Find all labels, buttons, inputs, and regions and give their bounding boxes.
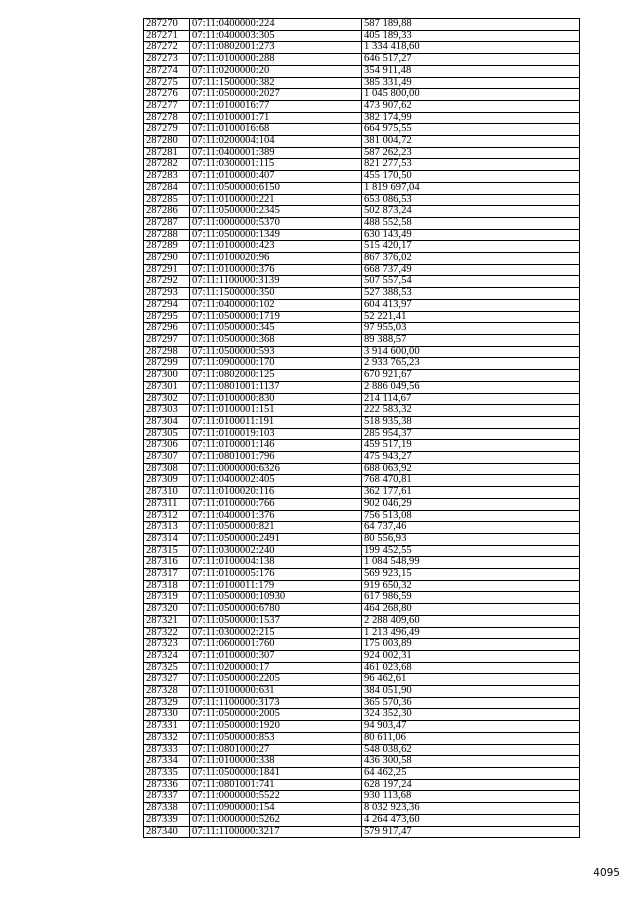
table-row bbox=[144, 217, 580, 229]
table-row bbox=[144, 358, 580, 370]
value-cell: 604 413,97 bbox=[362, 299, 580, 311]
value-cell: 919 650,32 bbox=[362, 580, 580, 592]
cadastral-number-cell: 07:11:0500000:2005 bbox=[190, 709, 362, 721]
table-row bbox=[144, 791, 580, 803]
cadastral-number-cell: 07:11:0100000:423 bbox=[190, 241, 362, 253]
row-number-cell: 287313 bbox=[144, 522, 190, 534]
value-cell: 527 388,53 bbox=[362, 288, 580, 300]
table-row bbox=[144, 697, 580, 709]
value-cell: 1 334 418,60 bbox=[362, 42, 580, 54]
row-number-cell: 287311 bbox=[144, 498, 190, 510]
table-row bbox=[144, 487, 580, 499]
value-cell: 80 611,06 bbox=[362, 732, 580, 744]
row-number-cell: 287335 bbox=[144, 768, 190, 780]
cadastral-number-cell: 07:11:1500000:382 bbox=[190, 77, 362, 89]
cadastral-number-cell: 07:11:0100000:376 bbox=[190, 264, 362, 276]
cadastral-number-cell: 07:11:0802001:273 bbox=[190, 42, 362, 54]
table-row bbox=[144, 346, 580, 358]
row-number-cell: 287340 bbox=[144, 826, 190, 838]
value-cell: 548 038,62 bbox=[362, 744, 580, 756]
cadastral-number-cell: 07:11:0500000:853 bbox=[190, 732, 362, 744]
table-row bbox=[144, 533, 580, 545]
table-row bbox=[144, 229, 580, 241]
value-cell: 285 954,37 bbox=[362, 428, 580, 440]
table-row bbox=[144, 299, 580, 311]
value-cell: 222 583,32 bbox=[362, 405, 580, 417]
cadastral-number-cell: 07:11:0500000:6780 bbox=[190, 604, 362, 616]
row-number-cell: 287323 bbox=[144, 639, 190, 651]
cadastral-number-cell: 07:11:0000000:6326 bbox=[190, 463, 362, 475]
table-row bbox=[144, 323, 580, 335]
value-cell: 756 513,08 bbox=[362, 510, 580, 522]
value-cell: 384 051,90 bbox=[362, 686, 580, 698]
table-row bbox=[144, 709, 580, 721]
row-number-cell: 287272 bbox=[144, 42, 190, 54]
row-number-cell: 287320 bbox=[144, 604, 190, 616]
cadastral-number-cell: 07:11:0400000:102 bbox=[190, 299, 362, 311]
value-cell: 199 452,55 bbox=[362, 545, 580, 557]
row-number-cell: 287334 bbox=[144, 756, 190, 768]
cadastral-number-cell: 07:11:0900000:170 bbox=[190, 358, 362, 370]
cadastral-number-cell: 07:11:0802000:125 bbox=[190, 370, 362, 382]
cadastral-number-cell: 07:11:1500000:350 bbox=[190, 288, 362, 300]
row-number-cell: 287271 bbox=[144, 30, 190, 42]
cadastral-number-cell: 07:11:0500000:10930 bbox=[190, 592, 362, 604]
table-row bbox=[144, 112, 580, 124]
cadastral-number-cell: 07:11:0300002:215 bbox=[190, 627, 362, 639]
table-row bbox=[144, 803, 580, 815]
table-body bbox=[144, 19, 580, 838]
cadastral-number-cell: 07:11:0100016:77 bbox=[190, 100, 362, 112]
row-number-cell: 287329 bbox=[144, 697, 190, 709]
value-cell: 8 032 923,36 bbox=[362, 803, 580, 815]
table-row bbox=[144, 768, 580, 780]
cadastral-number-cell: 07:11:0000000:5262 bbox=[190, 814, 362, 826]
table-row bbox=[144, 405, 580, 417]
value-cell: 64 462,25 bbox=[362, 768, 580, 780]
cadastral-number-cell: 07:11:0200000:20 bbox=[190, 65, 362, 77]
table-row bbox=[144, 381, 580, 393]
value-cell: 362 177,61 bbox=[362, 487, 580, 499]
value-cell: 2 886 049,56 bbox=[362, 381, 580, 393]
row-number-cell: 287328 bbox=[144, 686, 190, 698]
value-cell: 2 288 409,60 bbox=[362, 615, 580, 627]
cadastral-number-cell: 07:11:0100019:103 bbox=[190, 428, 362, 440]
value-cell: 653 086,53 bbox=[362, 194, 580, 206]
value-cell: 587 189,88 bbox=[362, 19, 580, 31]
row-number-cell: 287273 bbox=[144, 54, 190, 66]
cadastral-number-cell: 07:11:0100000:407 bbox=[190, 171, 362, 183]
value-cell: 381 004,72 bbox=[362, 136, 580, 148]
row-number-cell: 287298 bbox=[144, 346, 190, 358]
table-row bbox=[144, 498, 580, 510]
cadastral-number-cell: 07:11:0500000:1920 bbox=[190, 721, 362, 733]
row-number-cell: 287278 bbox=[144, 112, 190, 124]
cadastral-number-cell: 07:11:0100000:307 bbox=[190, 650, 362, 662]
value-cell: 502 873,24 bbox=[362, 206, 580, 218]
cadastral-number-cell: 07:11:0100000:631 bbox=[190, 686, 362, 698]
cadastral-number-cell: 07:11:0100000:830 bbox=[190, 393, 362, 405]
cadastral-number-cell: 07:11:0600001:760 bbox=[190, 639, 362, 651]
table-row bbox=[144, 580, 580, 592]
cadastral-number-cell: 07:11:0500000:593 bbox=[190, 346, 362, 358]
value-cell: 507 557,54 bbox=[362, 276, 580, 288]
cadastral-number-cell: 07:11:0100001:151 bbox=[190, 405, 362, 417]
value-cell: 175 003,89 bbox=[362, 639, 580, 651]
table-row bbox=[144, 334, 580, 346]
value-cell: 1 045 800,00 bbox=[362, 89, 580, 101]
cadastral-number-cell: 07:11:0200004:104 bbox=[190, 136, 362, 148]
value-cell: 459 517,19 bbox=[362, 440, 580, 452]
table-row bbox=[144, 732, 580, 744]
row-number-cell: 287280 bbox=[144, 136, 190, 148]
value-cell: 475 943,27 bbox=[362, 452, 580, 464]
row-number-cell: 287289 bbox=[144, 241, 190, 253]
value-cell: 617 986,59 bbox=[362, 592, 580, 604]
value-cell: 473 907,62 bbox=[362, 100, 580, 112]
table-row bbox=[144, 428, 580, 440]
table-row bbox=[144, 136, 580, 148]
value-cell: 1 084 548,99 bbox=[362, 557, 580, 569]
cadastral-number-cell: 07:11:0400001:389 bbox=[190, 147, 362, 159]
row-number-cell: 287338 bbox=[144, 803, 190, 815]
cadastral-number-cell: 07:11:0801001:1137 bbox=[190, 381, 362, 393]
row-number-cell: 287332 bbox=[144, 732, 190, 744]
value-cell: 464 268,80 bbox=[362, 604, 580, 616]
value-cell: 385 331,49 bbox=[362, 77, 580, 89]
value-cell: 94 903,47 bbox=[362, 721, 580, 733]
table-row bbox=[144, 311, 580, 323]
table-row bbox=[144, 826, 580, 838]
value-cell: 518 935,38 bbox=[362, 416, 580, 428]
table-row bbox=[144, 463, 580, 475]
cadastral-number-cell: 07:11:0300002:240 bbox=[190, 545, 362, 557]
cadastral-number-cell: 07:11:0500000:1349 bbox=[190, 229, 362, 241]
row-number-cell: 287315 bbox=[144, 545, 190, 557]
value-cell: 52 221,41 bbox=[362, 311, 580, 323]
table-row bbox=[144, 639, 580, 651]
table-row bbox=[144, 674, 580, 686]
cadastral-number-cell: 07:11:0500000:6150 bbox=[190, 182, 362, 194]
cadastral-number-cell: 07:11:0400000:224 bbox=[190, 19, 362, 31]
cadastral-number-cell: 07:11:0400003:305 bbox=[190, 30, 362, 42]
row-number-cell: 287288 bbox=[144, 229, 190, 241]
value-cell: 515 420,17 bbox=[362, 241, 580, 253]
row-number-cell: 287337 bbox=[144, 791, 190, 803]
row-number-cell: 287285 bbox=[144, 194, 190, 206]
row-number-cell: 287295 bbox=[144, 311, 190, 323]
table-row bbox=[144, 100, 580, 112]
table-row bbox=[144, 253, 580, 265]
row-number-cell: 287294 bbox=[144, 299, 190, 311]
row-number-cell: 287274 bbox=[144, 65, 190, 77]
value-cell: 3 914 600,00 bbox=[362, 346, 580, 358]
row-number-cell: 287333 bbox=[144, 744, 190, 756]
row-number-cell: 287324 bbox=[144, 650, 190, 662]
table-row bbox=[144, 264, 580, 276]
cadastral-number-cell: 07:11:0100020:96 bbox=[190, 253, 362, 265]
row-number-cell: 287279 bbox=[144, 124, 190, 136]
table-row bbox=[144, 627, 580, 639]
value-cell: 436 300,58 bbox=[362, 756, 580, 768]
table-row bbox=[144, 510, 580, 522]
table-row bbox=[144, 779, 580, 791]
cadastral-number-cell: 07:11:1100000:3173 bbox=[190, 697, 362, 709]
table-row bbox=[144, 393, 580, 405]
cadastral-number-cell: 07:11:0500000:1719 bbox=[190, 311, 362, 323]
row-number-cell: 287325 bbox=[144, 662, 190, 674]
table-row bbox=[144, 147, 580, 159]
row-number-cell: 287319 bbox=[144, 592, 190, 604]
table-row bbox=[144, 650, 580, 662]
value-cell: 324 352,30 bbox=[362, 709, 580, 721]
cadastral-number-cell: 07:11:0000000:5522 bbox=[190, 791, 362, 803]
table-row bbox=[144, 416, 580, 428]
cadastral-number-cell: 07:11:0200000:17 bbox=[190, 662, 362, 674]
table-row bbox=[144, 557, 580, 569]
row-number-cell: 287300 bbox=[144, 370, 190, 382]
row-number-cell: 287327 bbox=[144, 674, 190, 686]
table-row bbox=[144, 545, 580, 557]
cadastral-number-cell: 07:11:0100000:766 bbox=[190, 498, 362, 510]
row-number-cell: 287307 bbox=[144, 452, 190, 464]
value-cell: 89 388,57 bbox=[362, 334, 580, 346]
row-number-cell: 287270 bbox=[144, 19, 190, 31]
table-row bbox=[144, 42, 580, 54]
cadastral-number-cell: 07:11:0100011:191 bbox=[190, 416, 362, 428]
table-row bbox=[144, 54, 580, 66]
row-number-cell: 287275 bbox=[144, 77, 190, 89]
row-number-cell: 287336 bbox=[144, 779, 190, 791]
cadastral-number-cell: 07:11:0100011:179 bbox=[190, 580, 362, 592]
value-cell: 930 113,68 bbox=[362, 791, 580, 803]
value-cell: 455 170,50 bbox=[362, 171, 580, 183]
row-number-cell: 287290 bbox=[144, 253, 190, 265]
cadastral-number-cell: 07:11:0500000:2205 bbox=[190, 674, 362, 686]
table-row bbox=[144, 522, 580, 534]
table-row bbox=[144, 30, 580, 42]
row-number-cell: 287317 bbox=[144, 569, 190, 581]
value-cell: 1 213 496,49 bbox=[362, 627, 580, 639]
value-cell: 630 143,49 bbox=[362, 229, 580, 241]
value-cell: 354 911,48 bbox=[362, 65, 580, 77]
table-row bbox=[144, 814, 580, 826]
value-cell: 488 552,58 bbox=[362, 217, 580, 229]
table-row bbox=[144, 159, 580, 171]
row-number-cell: 287283 bbox=[144, 171, 190, 183]
table-row bbox=[144, 77, 580, 89]
row-number-cell: 287302 bbox=[144, 393, 190, 405]
cadastral-number-cell: 07:11:1100000:3217 bbox=[190, 826, 362, 838]
row-number-cell: 287318 bbox=[144, 580, 190, 592]
row-number-cell: 287306 bbox=[144, 440, 190, 452]
table-row bbox=[144, 171, 580, 183]
row-number-cell: 287292 bbox=[144, 276, 190, 288]
cadastral-number-cell: 07:11:0500000:821 bbox=[190, 522, 362, 534]
table-row bbox=[144, 721, 580, 733]
row-number-cell: 287291 bbox=[144, 264, 190, 276]
cadastral-number-cell: 07:11:1100000:3139 bbox=[190, 276, 362, 288]
value-cell: 670 921,67 bbox=[362, 370, 580, 382]
cadastral-number-cell: 07:11:0801000:27 bbox=[190, 744, 362, 756]
row-number-cell: 287276 bbox=[144, 89, 190, 101]
value-cell: 461 023,68 bbox=[362, 662, 580, 674]
cadastral-number-cell: 07:11:0000000:5370 bbox=[190, 217, 362, 229]
value-cell: 902 046,29 bbox=[362, 498, 580, 510]
cadastral-number-cell: 07:11:0500000:1841 bbox=[190, 768, 362, 780]
value-cell: 628 197,24 bbox=[362, 779, 580, 791]
value-cell: 96 462,61 bbox=[362, 674, 580, 686]
table-row bbox=[144, 686, 580, 698]
row-number-cell: 287303 bbox=[144, 405, 190, 417]
cadastral-number-cell: 07:11:0500000:368 bbox=[190, 334, 362, 346]
table-row bbox=[144, 370, 580, 382]
value-cell: 587 262,23 bbox=[362, 147, 580, 159]
cadastral-number-cell: 07:11:0801001:796 bbox=[190, 452, 362, 464]
value-cell: 569 923,15 bbox=[362, 569, 580, 581]
row-number-cell: 287281 bbox=[144, 147, 190, 159]
row-number-cell: 287314 bbox=[144, 533, 190, 545]
value-cell: 1 819 697,04 bbox=[362, 182, 580, 194]
row-number-cell: 287308 bbox=[144, 463, 190, 475]
row-number-cell: 287277 bbox=[144, 100, 190, 112]
cadastral-number-cell: 07:11:0100001:146 bbox=[190, 440, 362, 452]
cadastral-number-cell: 07:11:0801001:741 bbox=[190, 779, 362, 791]
cadastral-number-cell: 07:11:0500000:1537 bbox=[190, 615, 362, 627]
cadastral-number-cell: 07:11:0500000:345 bbox=[190, 323, 362, 335]
row-number-cell: 287316 bbox=[144, 557, 190, 569]
table-row bbox=[144, 241, 580, 253]
cadastral-number-cell: 07:11:0500000:2345 bbox=[190, 206, 362, 218]
cadastral-number-cell: 07:11:0100000:338 bbox=[190, 756, 362, 768]
table-row bbox=[144, 124, 580, 136]
table-row bbox=[144, 452, 580, 464]
row-number-cell: 287287 bbox=[144, 217, 190, 229]
table-row bbox=[144, 440, 580, 452]
table-row bbox=[144, 89, 580, 101]
value-cell: 2 933 765,23 bbox=[362, 358, 580, 370]
table-row bbox=[144, 615, 580, 627]
cadastral-number-cell: 07:11:0500000:2491 bbox=[190, 533, 362, 545]
row-number-cell: 287282 bbox=[144, 159, 190, 171]
value-cell: 867 376,02 bbox=[362, 253, 580, 265]
table-row bbox=[144, 592, 580, 604]
cadastral-number-cell: 07:11:0100005:176 bbox=[190, 569, 362, 581]
table-row bbox=[144, 206, 580, 218]
value-cell: 924 002,31 bbox=[362, 650, 580, 662]
value-cell: 668 737,49 bbox=[362, 264, 580, 276]
table-row bbox=[144, 475, 580, 487]
row-number-cell: 287299 bbox=[144, 358, 190, 370]
table-row bbox=[144, 744, 580, 756]
table-row bbox=[144, 194, 580, 206]
cadastral-number-cell: 07:11:0100004:138 bbox=[190, 557, 362, 569]
value-cell: 664 975,55 bbox=[362, 124, 580, 136]
value-cell: 64 737,46 bbox=[362, 522, 580, 534]
table-row bbox=[144, 276, 580, 288]
table-row bbox=[144, 19, 580, 31]
value-cell: 214 114,67 bbox=[362, 393, 580, 405]
row-number-cell: 287296 bbox=[144, 323, 190, 335]
row-number-cell: 287310 bbox=[144, 487, 190, 499]
row-number-cell: 287312 bbox=[144, 510, 190, 522]
table-row bbox=[144, 182, 580, 194]
value-cell: 768 470,81 bbox=[362, 475, 580, 487]
row-number-cell: 287304 bbox=[144, 416, 190, 428]
cadastral-number-cell: 07:11:0100000:288 bbox=[190, 54, 362, 66]
row-number-cell: 287330 bbox=[144, 709, 190, 721]
value-cell: 97 955,03 bbox=[362, 323, 580, 335]
cadastral-number-cell: 07:11:0300001:115 bbox=[190, 159, 362, 171]
row-number-cell: 287322 bbox=[144, 627, 190, 639]
value-cell: 646 517,27 bbox=[362, 54, 580, 66]
cadastral-number-cell: 07:11:0400001:376 bbox=[190, 510, 362, 522]
table-row bbox=[144, 65, 580, 77]
row-number-cell: 287284 bbox=[144, 182, 190, 194]
row-number-cell: 287293 bbox=[144, 288, 190, 300]
table-row bbox=[144, 288, 580, 300]
value-cell: 80 556,93 bbox=[362, 533, 580, 545]
row-number-cell: 287339 bbox=[144, 814, 190, 826]
cadastral-number-cell: 07:11:0100001:71 bbox=[190, 112, 362, 124]
value-cell: 365 570,36 bbox=[362, 697, 580, 709]
value-cell: 579 917,47 bbox=[362, 826, 580, 838]
cadastral-number-cell: 07:11:0100020:116 bbox=[190, 487, 362, 499]
row-number-cell: 287305 bbox=[144, 428, 190, 440]
cadastral-value-table bbox=[143, 18, 580, 838]
table-row bbox=[144, 569, 580, 581]
row-number-cell: 287331 bbox=[144, 721, 190, 733]
table-row bbox=[144, 662, 580, 674]
value-cell: 382 174,99 bbox=[362, 112, 580, 124]
cadastral-number-cell: 07:11:0100016:68 bbox=[190, 124, 362, 136]
row-number-cell: 287301 bbox=[144, 381, 190, 393]
row-number-cell: 287309 bbox=[144, 475, 190, 487]
cadastral-number-cell: 07:11:0500000:2027 bbox=[190, 89, 362, 101]
cadastral-number-cell: 07:11:0400002:405 bbox=[190, 475, 362, 487]
value-cell: 688 063,92 bbox=[362, 463, 580, 475]
row-number-cell: 287321 bbox=[144, 615, 190, 627]
table-row bbox=[144, 756, 580, 768]
value-cell: 821 277,53 bbox=[362, 159, 580, 171]
table-row bbox=[144, 604, 580, 616]
value-cell: 405 189,33 bbox=[362, 30, 580, 42]
row-number-cell: 287286 bbox=[144, 206, 190, 218]
cadastral-number-cell: 07:11:0900000:154 bbox=[190, 803, 362, 815]
row-number-cell: 287297 bbox=[144, 334, 190, 346]
value-cell: 4 264 473,60 bbox=[362, 814, 580, 826]
cadastral-number-cell: 07:11:0100000:221 bbox=[190, 194, 362, 206]
page-number: 4095 bbox=[593, 867, 620, 879]
